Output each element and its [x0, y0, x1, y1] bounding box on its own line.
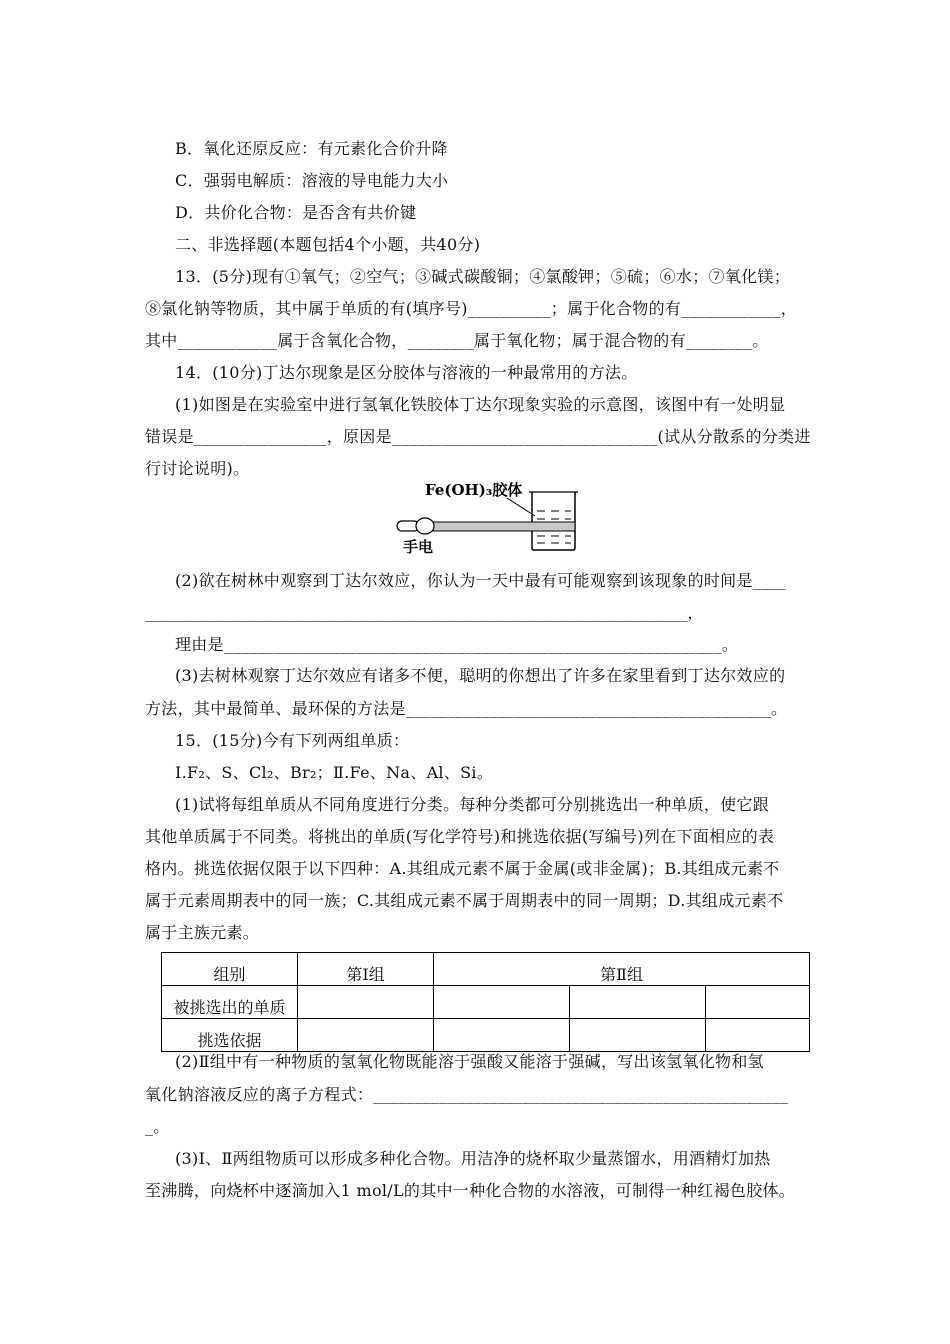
- answer-cell[interactable]: [570, 1019, 706, 1052]
- q13-line1: 13．(5分)现有①氧气；②空气；③碱式碳酸铜；④氯酸钾；⑤硫；⑥水；⑦氧化镁；: [175, 267, 791, 286]
- q14-1-line1: (1)如图是在实验室中进行氢氧化铁胶体丁达尔现象实验的示意图，该图中有一处明显: [175, 395, 786, 414]
- section-heading: 二、非选择题(本题包括4个小题，共40分): [175, 235, 481, 254]
- row-label-selected: 被挑选出的单质: [162, 986, 298, 1019]
- option-c: C．强弱电解质：溶液的导电能力大小: [175, 171, 449, 190]
- answer-cell[interactable]: [434, 1019, 570, 1052]
- q13-line3: 其中____________属于含氧化合物，________属于氧化物；属于混合物的有________。: [145, 331, 769, 350]
- answer-cell[interactable]: [706, 986, 810, 1019]
- q15-1-line1: (1)试将每组单质从不同角度进行分类。每种分类都可分别挑选出一种单质，使它跟: [175, 795, 770, 814]
- answer-cell[interactable]: [706, 1019, 810, 1052]
- q15-2-line2: 氧化钠溶液反应的离子方程式：__________________________________________________: [145, 1085, 789, 1104]
- answer-table: [161, 952, 810, 1052]
- option-b: B．氧化还原反应：有元素化合价升降: [175, 139, 448, 158]
- tyndall-figure: [395, 478, 595, 560]
- light-beam: [433, 522, 575, 531]
- q14-2-line3: 理由是____________________________________________________________。: [175, 635, 739, 654]
- q15-2-line1: (2)Ⅱ组中有一种物质的氢氧化物既能溶于强酸又能溶于强碱，写出该氢氧化物和氢: [175, 1052, 764, 1071]
- q15-1-line3: 格内。挑选依据仅限于以下四种：A.其组成元素不属于金属(或非金属)；B.其组成元素不: [145, 859, 780, 878]
- header-group1: 第Ⅰ组: [298, 953, 434, 986]
- label-arrow: [507, 498, 535, 516]
- table-row: [162, 1019, 810, 1052]
- q15-line1: 15．(15分)今有下列两组单质：: [175, 731, 410, 750]
- q15-3-line1: (3)Ⅰ、Ⅱ两组物质可以形成多种化合物。用洁净的烧杯取少量蒸馏水，用酒精灯加热: [175, 1149, 771, 1168]
- q14-2-line2: ______________________________________________________________________，: [145, 604, 704, 622]
- q15-1-line5: 属于主族元素。: [145, 923, 260, 942]
- header-group2: 第Ⅱ组: [434, 953, 810, 986]
- q13-line2: ⑧氯化钠等物质，其中属于单质的有(填序号)__________；属于化合物的有____________，: [145, 299, 798, 318]
- q14-3-line2: 方法，其中最简单、最环保的方法是____________________________________________。: [145, 699, 788, 718]
- q14-3-line1: (3)去树林观察丁达尔效应有诸多不便，聪明的你想出了许多在家里看到丁达尔效应的: [175, 666, 786, 685]
- flashlight-label: 手电: [403, 538, 434, 556]
- answer-cell[interactable]: [570, 986, 706, 1019]
- row-label-basis: 挑选依据: [162, 1019, 298, 1052]
- q15-3-line2: 至沸腾，向烧杯中逐滴加入1 mol/L的其中一种化合物的水溶液，可制得一种红褐色胶体。: [145, 1181, 796, 1200]
- answer-cell[interactable]: [298, 986, 434, 1019]
- q14-1-line2: 错误是________________，原因是________________________________(试从分散系的分类进: [145, 427, 811, 446]
- option-d: D．共价化合物：是否含有共价键: [175, 203, 417, 222]
- table-row: [162, 953, 810, 986]
- q15-1-line2: 其他单质属于不同类。将挑出的单质(写化学符号)和挑选依据(写编号)列在下面相应的表: [145, 827, 775, 846]
- beaker-icon: [532, 492, 575, 550]
- q14-line1: 14．(10分)丁达尔现象是区分胶体与溶液的一种最常用的方法。: [175, 363, 638, 382]
- q14-2-line1: (2)欲在树林中观察到丁达尔效应，你认为一天中最有可能观察到该现象的时间是____: [175, 571, 786, 590]
- q15-1-line4: 属于元素周期表中的同一族；C.其组成元素不属于周期表中的同一周期；D.其组成元素不: [145, 891, 784, 910]
- q14-1-line3: 行讨论说明)。: [145, 459, 250, 478]
- answer-cell[interactable]: [298, 1019, 434, 1052]
- q15-groups: Ⅰ.F₂、S、Cl₂、Br₂；Ⅱ.Fe、Na、Al、Si。: [175, 763, 494, 782]
- colloid-label: Fe(OH)₃胶体: [425, 481, 523, 499]
- q15-2-line3: _。: [145, 1117, 170, 1136]
- answer-cell[interactable]: [434, 986, 570, 1019]
- table-row: [162, 986, 810, 1019]
- header-group: 组别: [162, 953, 298, 986]
